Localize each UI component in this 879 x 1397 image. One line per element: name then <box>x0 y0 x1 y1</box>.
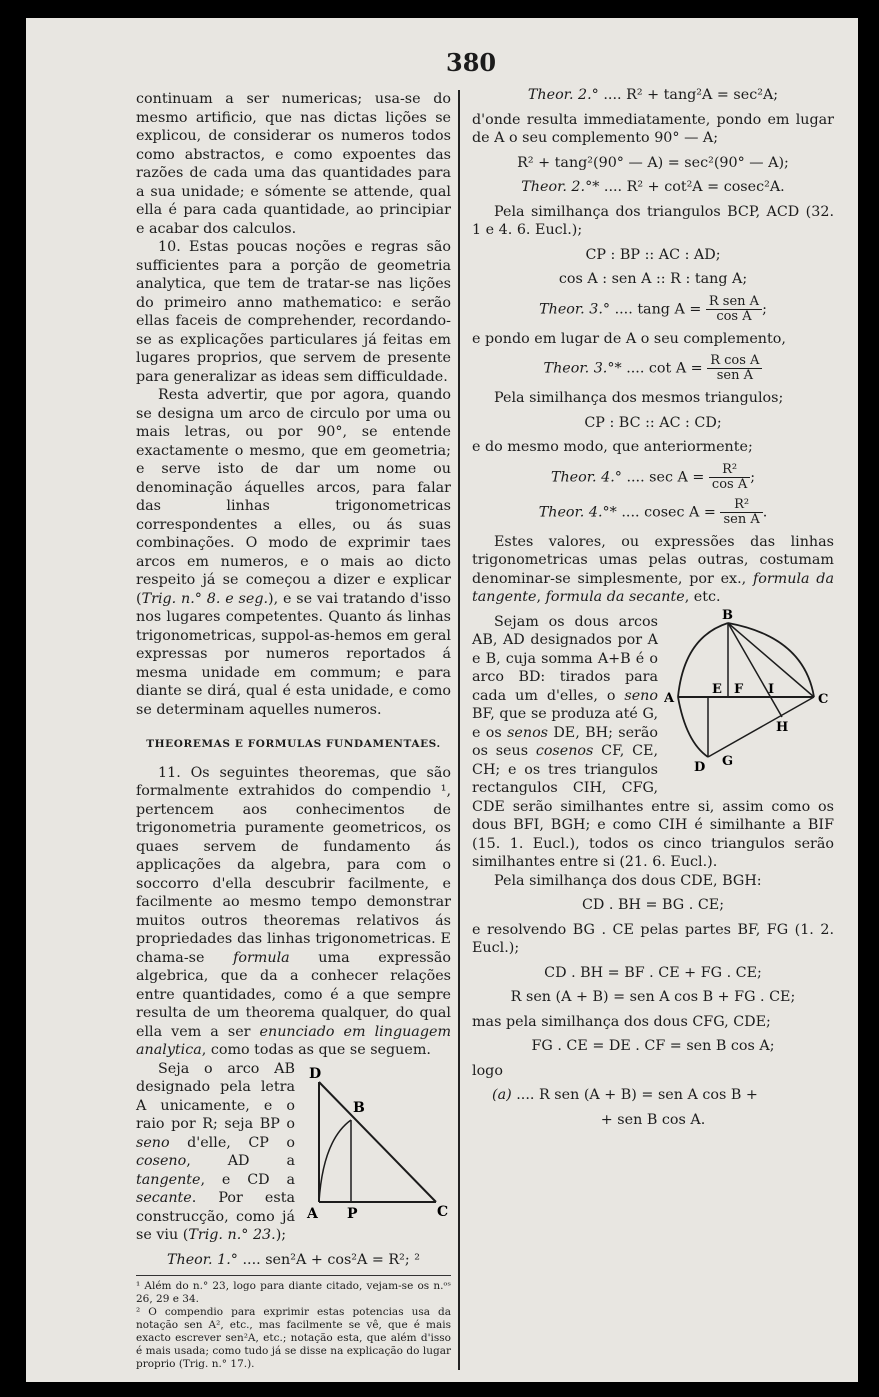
equation-product-4: FG . CE = DE . CF = sen B cos A; <box>531 1038 775 1054</box>
fig2-label-G: G <box>722 753 734 769</box>
column-divider <box>458 90 460 1370</box>
theorem-2-star: Theor. 2.°* .... R² + cot²A = cosec²A. <box>521 179 785 195</box>
fig2-label-A: A <box>664 690 675 706</box>
equation-a: (a) .... R sen (A + B) = sen A cos B + <box>492 1087 758 1103</box>
proportion-2: cos A : sen A :: R : tang A; <box>558 271 748 287</box>
paragraph-similhanca-3: Pela similhança dos dous CDE, BGH: <box>494 872 762 889</box>
theorem-2: Theor. 2.° .... R² + tang²A = sec²A; <box>527 87 779 103</box>
figure-2-block <box>472 607 834 872</box>
trig-figure-2 <box>664 607 834 779</box>
fig1-label-B: B <box>353 1099 365 1116</box>
fig2-arc-AD <box>678 697 708 757</box>
paragraph-10: 10. Estas poucas noções e regras são sufficientes para a porção de geometria analytica, que tem de tratar-se nas lições do primeiro anno mathematico: e serão ellas faceis de comprehender, recordando-se as explicações particulares já feitas em lugares proprios, que servem de presente para generalizar as ideas sem difficuldade. <box>136 239 451 385</box>
page-number: 380 <box>446 48 497 77</box>
paragraph-resolvendo: e resolvendo BG . CE pelas partes BF, FG (1. 2. Eucl.); <box>472 921 834 956</box>
theorem-4-star: Theor. 4.°* .... cosec A = $\frac{\text{R²}}{\text{sen A}}$ . <box>538 496 768 527</box>
fig2-label-B: B <box>722 607 733 623</box>
figure-1-block <box>136 1060 451 1245</box>
footnote-2: ² O compendio para exprimir estas potencias usa da notação sen A², etc., mas facilmente se vê, que é mais exacto escrever sen²A, etc.; notação esta, que além d'isso é mais usada; como tudo já se disse na explicação do lugar proprio (Trig. n.° 17.). <box>136 1306 451 1370</box>
theorem-4: Theor. 4.° .... sec A = $\frac{\text{R²}}{\text{cos A}}$ ; <box>550 461 756 492</box>
trig-reference: Trig. n.° 8. e seg. <box>141 590 269 607</box>
fig1-line-DC <box>319 1082 436 1202</box>
left-column <box>136 90 451 1371</box>
fig2-label-C: C <box>818 691 829 707</box>
paragraph-complemento-2: e pondo em lugar de A o seu complemento, <box>472 330 786 347</box>
word-logo: logo <box>472 1062 503 1079</box>
fig2-line-DC <box>708 697 814 757</box>
paragraph-anteriormente: e do mesmo modo, que anteriormente; <box>472 439 753 455</box>
paragraph-similhanca-4: mas pela similhança dos dous CFG, CDE; <box>472 1013 771 1030</box>
fraction-cot: $\frac{\text{R cos A}}{\text{sen A}}$ <box>707 354 762 383</box>
paragraph-11: 11. Os seguintes theoremas, que são formalmente extrahidos do compendio ¹, pertencem aos conhecimentos de trigonometria puramente geometricos, os quaes servem de fundamento ás applicações da algebra, para com o soccorro d'ella descubrir facilmente, e facilmente ao mesmo tempo demonstrar muitos outros theoremas relativos ás propriedades das linhas trigonometricas. E chama-se formula uma expressão algebrica, que da a conhecer relações entre quantidades, como é a que sempre resulta de um theorema qualquer, do qual ella vem a ser enunciado em linguagem analytica, como todas as que se seguem. <box>136 764 451 1058</box>
fig1-label-D: D <box>309 1065 322 1082</box>
footnote-1: ¹ Além do n.° 23, logo para diante citado, vejam-se os n.ᵒˢ 26, 29 e 34. <box>136 1280 451 1305</box>
theorem-3-star: Theor. 3.°* .... cot A = $\frac{\text{R cos A}}{\text{sen A}}$ <box>472 354 834 383</box>
fraction-tang: $\frac{\text{R sen A}}{\text{cos A}}$ <box>706 295 762 324</box>
theorem-3: Theor. 3.° .... tang A = $\frac{\text{R sen A}}{\text{cos A}}$ ; <box>539 293 767 324</box>
right-column <box>472 80 834 1135</box>
equation-a-continued: + sen B cos A. <box>600 1111 706 1128</box>
page-sheet <box>26 18 858 1382</box>
fig2-label-H: H <box>776 719 789 735</box>
equation-product-3: R sen (A + B) = sen A cos B + FG . CE; <box>510 989 796 1005</box>
paragraph-dous-arcos: Sejam os dous arcos AB, AD designados por A e B, cuja somma A+B é o arco BD: tirados para cada um d'elles, o seno BF, que se produza até G, e os senos DE, BH; serão os seus cosenos CF, CE, CH; e os tres triangulos rectangulos CIH, CFG, CDE serão similhantes entre si, assim como os dous BFI, BGH; e como CIH é similhante a BIF (15. 1. Eucl.), todos os cinco triangulos serão similhantes entre si (21. 6. Eucl.). <box>472 613 834 870</box>
proportion-3: CP : BC :: AC : CD; <box>584 414 722 431</box>
fig1-arc-AB <box>319 1120 351 1202</box>
equation-product-2: CD . BH = BF . CE + FG . CE; <box>544 964 762 981</box>
proportion-1: CP : BP :: AC : AD; <box>585 246 721 263</box>
fig2-label-E: E <box>712 681 722 697</box>
footnote-rule <box>136 1275 451 1276</box>
fig1-label-P: P <box>347 1205 358 1220</box>
paragraph-similhanca-1: Pela similhança dos triangulos BCP, ACD (32. 1 e 4. 6. Eucl.); <box>472 203 834 238</box>
equation-product-1: CD . BH = BG . CE; <box>581 897 725 913</box>
fig2-label-I: I <box>768 681 775 697</box>
equation-complement: R² + tang²(90° — A) = sec²(90° — A); <box>517 154 789 171</box>
paragraph-valores: Estes valores, ou expressões das linhas trigonometricas umas pelas outras, costumam denominar-se simplesmente, por ex., formula da tangente, formula da secante, etc. <box>472 533 834 605</box>
paragraph-advertir: Resta advertir, que por agora, quando se designa um arco de circulo por uma ou mais letras, ou por 90°, se entende exactamente o mesmo, que em geometria; e serve isto de dar um nome ou denominação áquelles arcos, para falar das linhas trigonometricas correspondentes a elles, ou ás suas combinações. O modo de exprimir taes arcos em numeros, e o mais ao dicto respeito já se começou a dizer e explicar (Trig. n.° 8. e seg.), e se vai tratando d'isso nos lugares competentes. Quanto ás linhas trigonometricas, suppol-as-hemos em geral expressas por numeros reportados á mesma unidade em commum; e para diante se dirá, qual é esta unidade, e como se determinam aquelles numeros. <box>136 387 451 718</box>
fraction-sec: $\frac{\text{R²}}{\text{cos A}}$ <box>709 463 750 492</box>
section-heading: THEOREMAS E FORMULAS FUNDAMENTAES. <box>146 738 441 750</box>
fig1-label-C: C <box>437 1203 449 1220</box>
paragraph-continuation: continuam a ser numericas; usa-se do mesmo artificio, que nas dictas lições se explicou, de considerar os numeros todos como abstractos, e como expoentes das razões de cada uma das quantidades para a sua unidade; e sómente se attende, qual ella é para cada quantidade, ao principiar e acabar dos calculos. <box>136 91 451 237</box>
theorem-1: Theor. 1.° .... sen²A + cos²A = R²; ² <box>166 1251 421 1268</box>
paragraph-arco-AB: Seja o arco AB designado pela letra A unicamente, e o raio por R; seja BP o seno d'elle, CP o coseno, AD a tangente, e CD a secante. Por esta construcção, como já se viu (Trig. n.° 23.); <box>136 1060 295 1243</box>
paragraph-complemento: d'onde resulta immediatamente, pondo em lugar de A o seu complemento 90° — A; <box>472 111 834 146</box>
paragraph-similhanca-2: Pela similhança dos mesmos triangulos; <box>494 390 784 406</box>
fraction-cosec: $\frac{\text{R²}}{\text{sen A}}$ <box>720 498 762 527</box>
fig2-line-BH <box>728 623 782 717</box>
trig-figure-1 <box>301 1060 451 1220</box>
fig2-label-D: D <box>694 759 706 775</box>
fig1-label-A: A <box>307 1205 318 1220</box>
fig2-label-F: F <box>734 681 744 697</box>
